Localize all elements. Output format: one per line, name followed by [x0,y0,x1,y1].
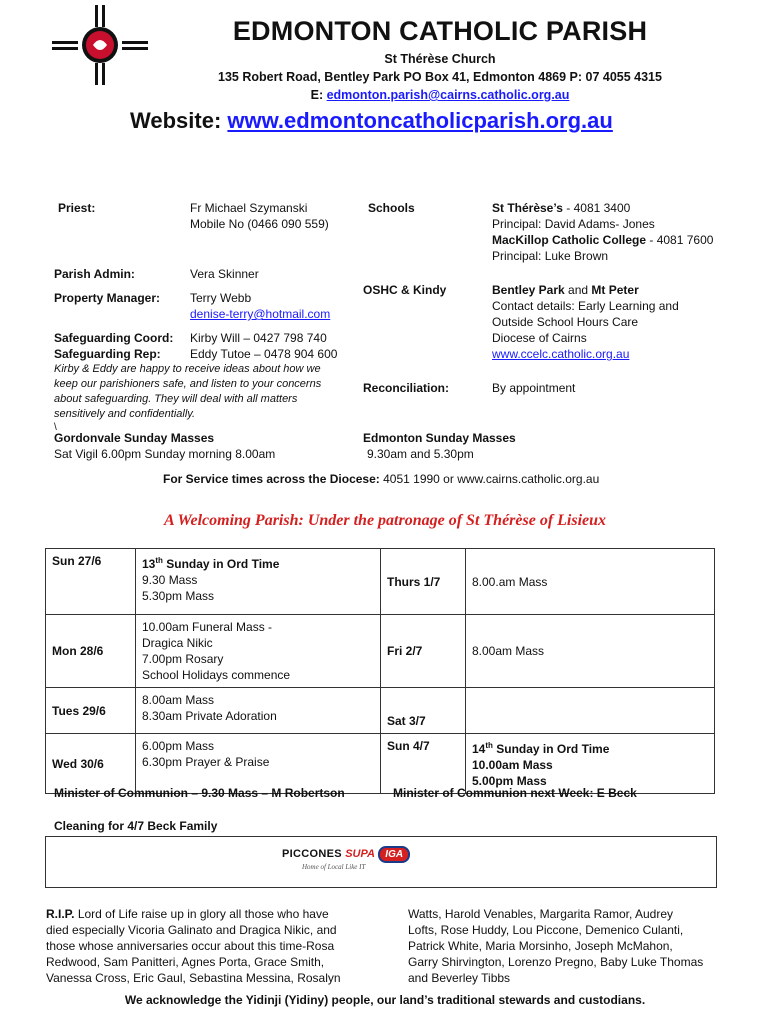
event-line: 6.00pm Mass [142,739,215,753]
sg-note-4: sensitively and confidentially. [54,408,196,420]
oshc-line-4: Diocese of Cairns [492,331,587,345]
rip-l3: those whose anniversaries occur about this time-Rosa [46,939,335,953]
parish-logo-icon [52,5,148,85]
oshc-line-3: Outside School Hours Care [492,315,639,329]
sponsor-supa: SUPA [345,848,375,860]
event-line: 5.30pm Mass [142,589,215,603]
rip-r4: Garry Shirvington, Lorenzo Pregno, Baby Luke Thomas [408,955,704,969]
cleaning-roster: Cleaning for 4/7 Beck Family [54,819,218,833]
events-cell [136,549,381,615]
st-therese-phone: - 4081 3400 [566,201,631,215]
priest-mobile: Mobile No (0466 090 559) [190,217,329,231]
events-cell [136,615,381,688]
rip-l1 [46,906,329,922]
sg-note-3: about safeguarding. They will deal with all matters [54,393,298,405]
parish-email-line [150,88,730,102]
event-line: 8.30am Private Adoration [142,709,277,723]
sg-rep: Eddy Tutoe – 0478 904 600 [190,347,338,361]
sg-note-1: Kirby & Eddy are happy to receive ideas about how we [54,363,321,375]
rip-label: R.I.P. [46,907,75,921]
rip-l2: died especially Vicoria Galinato and Dragica Nikic, and [46,923,337,937]
diocese-value: 4051 1990 or www.cairns.catholic.org.au [383,472,600,486]
sponsor-logo [282,846,432,876]
day-cell: Tues 29/6 [46,688,136,734]
table-row [46,549,715,615]
events-cell [466,688,715,734]
weekly-mass-table [45,548,715,794]
event-line: 10.00am Funeral Mass - [142,620,273,634]
rip-r3: Patrick White, Maria Morsinho, Joseph McMahon, [408,939,673,953]
admin-name: Vera Skinner [190,267,259,281]
day-cell: Sun 27/6 [46,549,136,615]
diocese-label: For Service times across the Diocese: [163,472,380,486]
ord-time-sup: th [485,741,493,750]
manager-label: Property Manager: [54,291,161,305]
oshc-line-2: Contact details: Early Learning and [492,299,679,313]
rip-l4: Redwood, Sam Panitteri, Agnes Porta, Grace Smith, [46,955,325,969]
event-line: School Holidays commence [142,668,291,682]
ord-time-rest: Sunday in Ord Time [492,742,610,756]
day-cell: Thurs 1/7 [381,549,466,615]
ccelc-link[interactable]: www.ccelc.catholic.org.au [492,347,630,361]
mackillop-phone: - 4081 7600 [649,233,714,247]
ord-time-number: 14 [472,742,486,756]
day-cell: Wed 30/6 [46,734,136,794]
gordonvale-times: Sat Vigil 6.00pm Sunday morning 8.00am [54,447,276,461]
events-cell [136,688,381,734]
event-line: 7.00pm Rosary [142,652,224,666]
parish-title: EDMONTON CATHOLIC PARISH [232,16,648,46]
st-therese-line [492,200,630,216]
stray-mark: \ [54,422,57,433]
manager-name: Terry Webb [190,291,252,305]
day-cell: Sun 4/7 [381,734,466,794]
sponsor-tagline: Home of Local Like IT [302,863,366,871]
events-cell: 8.00.am Mass [466,549,715,615]
parish-email-link[interactable]: edmonton.parish@cairns.catholic.org.au [326,88,570,102]
ord-time-rest: Sunday in Ord Time [162,557,280,571]
oshc-names [492,282,639,298]
event-line: Dragica Nikic [142,636,213,650]
rip-text: Lord of Life raise up in glory all those who have [77,907,329,921]
events-cell: 8.00am Mass [466,615,715,688]
recon-label: Reconciliation: [363,381,450,395]
event-line: 6.30pm Prayer & Praise [142,755,270,769]
minister-next-week: Minister of Communion next Week: E Beck [393,786,637,800]
ord-time-sup: th [155,556,163,565]
mackillop-line [492,232,713,248]
oshc-and: and [568,283,589,297]
table-row [46,615,715,688]
ord-time-number: 13 [142,557,156,571]
mackillop-principal: Principal: Luke Brown [492,249,609,263]
parish-address: 135 Robert Road, Bentley Park PO Box 41, Edmonton 4869 P: 07 4055 4315 [218,70,662,84]
day-cell: Fri 2/7 [381,615,466,688]
st-therese-principal: Principal: David Adams- Jones [492,217,655,231]
rip-r1: Watts, Harold Venables, Margarita Ramor, Audrey [408,907,674,921]
oshc-name-2: Mt Peter [591,283,639,297]
recon-value: By appointment [492,381,576,395]
oshc-label: OSHC & Kindy [363,283,447,297]
edmonton-label: Edmonton Sunday Masses [363,431,516,445]
sponsor-name: PICCONES [282,848,342,860]
rip-r5: and Beverley Tibbs [408,971,511,985]
sg-rep-label: Safeguarding Rep: [54,347,161,361]
manager-email-link[interactable]: denise-terry@hotmail.com [190,307,331,321]
sg-coord-label: Safeguarding Coord: [54,331,174,345]
minister-this-week: Minister of Communion – 9.30 Mass – M Robertson [54,786,345,800]
priest-name: Fr Michael Szymanski [190,201,308,215]
website-link[interactable]: www.edmontoncatholicparish.org.au [227,108,613,133]
website-label: Website: [130,108,222,133]
rip-l5: Vanessa Cross, Eric Gaul, Sebastina Messina, Rosalyn [46,971,341,985]
edmonton-times: 9.30am and 5.30pm [367,447,474,461]
sg-coord: Kirby Will – 0427 798 740 [190,331,327,345]
acknowledgement: We acknowledge the Yidinji (Yidiny) people, our land’s traditional stewards and custodians. [124,993,646,1007]
oshc-name-1: Bentley Park [492,283,565,297]
church-name: St Thérèse Church [384,52,496,66]
gordonvale-label: Gordonvale Sunday Masses [54,431,215,445]
event-line: 8.00am Mass [142,693,215,707]
event-line: 10.00am Mass [472,758,553,772]
website-line [130,108,613,134]
rip-r2: Lofts, Rose Huddy, Lou Piccone, Demenico Culanti, [408,923,684,937]
day-cell: Sat 3/7 [381,688,466,734]
welcome-banner: A Welcoming Parish: Under the patronage of St Thérèse of Lisieux [163,512,607,529]
day-cell: Mon 28/6 [46,615,136,688]
email-label: E: [310,88,324,102]
admin-label: Parish Admin: [54,267,135,281]
event-line: 9.30 Mass [142,573,198,587]
schools-label: Schools [368,201,415,215]
priest-label: Priest: [58,201,96,215]
diocese-line [163,471,599,487]
iga-badge-icon: IGA [378,846,410,863]
event-line: 5.00pm Mass [472,774,547,788]
sg-note-2: keep our parishioners safe, and listen to your concerns [54,378,322,390]
mackillop-name: MacKillop Catholic College [492,233,647,247]
st-therese-name: St Thérèse’s [492,201,563,215]
table-row [46,688,715,734]
